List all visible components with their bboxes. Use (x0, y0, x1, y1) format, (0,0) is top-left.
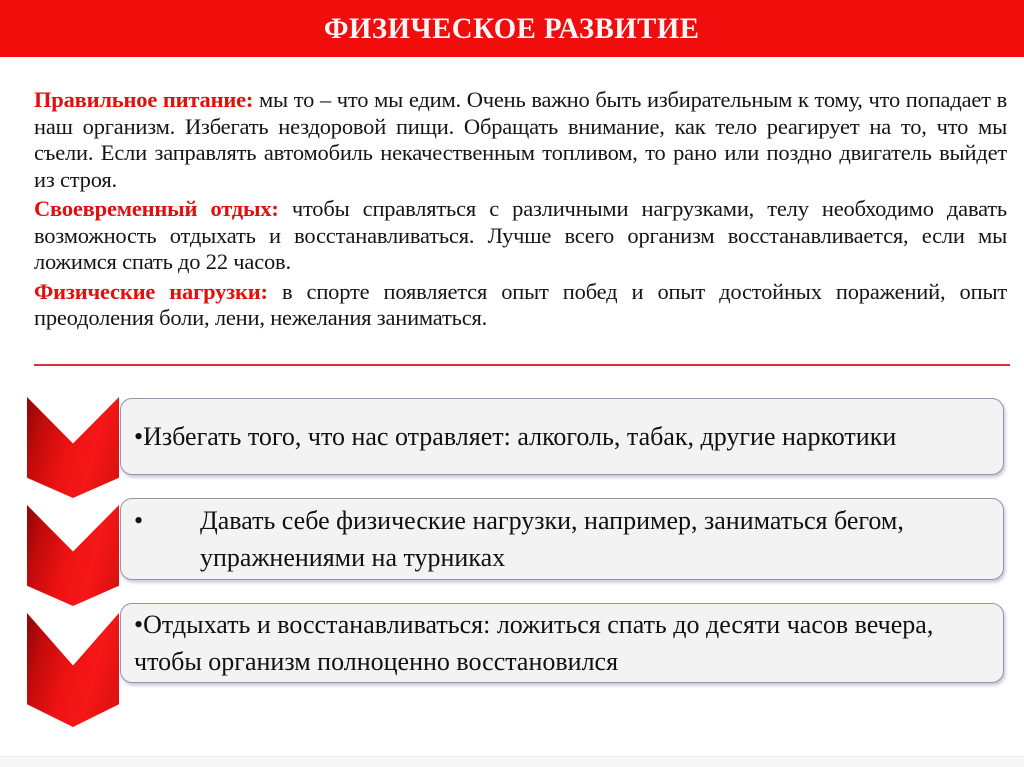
paragraph-text: в спорте появляется опыт побед и опыт достойных поражений, опыт преодоления боли, лени, нежелания заниматься. (34, 278, 1007, 330)
chevron-down-icon (27, 505, 119, 606)
title-banner (0, 0, 1024, 57)
paragraph-exercise (34, 279, 1007, 332)
list-item-content (121, 498, 1003, 580)
body-text (34, 87, 1007, 335)
bullet-marker: • (134, 610, 144, 639)
paragraph-lead: Правильное питание: (34, 87, 254, 112)
list-item (120, 498, 1004, 580)
paragraph-rest (34, 196, 1007, 276)
list-item (120, 398, 1004, 475)
slide-edge (0, 756, 1024, 767)
bullet-marker: • (134, 422, 144, 451)
list-item-text: Давать себе физические нагрузки, например, заниматься бегом, упражнениями на турниках (200, 506, 904, 572)
slide-title: ФИЗИЧЕСКОЕ РАЗВИТИЕ (324, 11, 700, 45)
chevron-down-icon (27, 397, 119, 498)
paragraph-lead: Своевременный отдых: (34, 196, 279, 221)
list-item (120, 603, 1004, 683)
paragraph-nutrition (34, 87, 1007, 193)
divider-line (34, 364, 1010, 366)
bullet-marker: • (134, 506, 144, 535)
paragraph-lead: Физические нагрузки: (34, 278, 268, 304)
list-item-content (121, 602, 1003, 684)
paragraph-text: чтобы справляться с различными нагрузками, телу необходимо давать возможность отдыхать и восстанавливаться. Лучше всего организм восстанавливается, если мы ложимся спать до 22 часов. (34, 196, 1007, 274)
list-item-content (121, 414, 1003, 459)
chevron-down-icon (27, 613, 119, 727)
list-item-text: Отдыхать и восстанавливаться: ложиться спать до десяти часов вечера, чтобы организм полноценно восстановился (134, 610, 934, 676)
paragraph-text: мы то – что мы едим. Очень важно быть избирательным к тому, что попадает в наш организм. Избегать нездоровой пищи. Обращать внимание, как тело реагирует на то, что мы съели. Если заправлять автомобиль некачественным топливом, то рано или поздно двигатель выйдет из строя. (34, 87, 1007, 192)
list-item-text: Избегать того, что нас отравляет: алкоголь, табак, другие наркотики (143, 422, 897, 451)
